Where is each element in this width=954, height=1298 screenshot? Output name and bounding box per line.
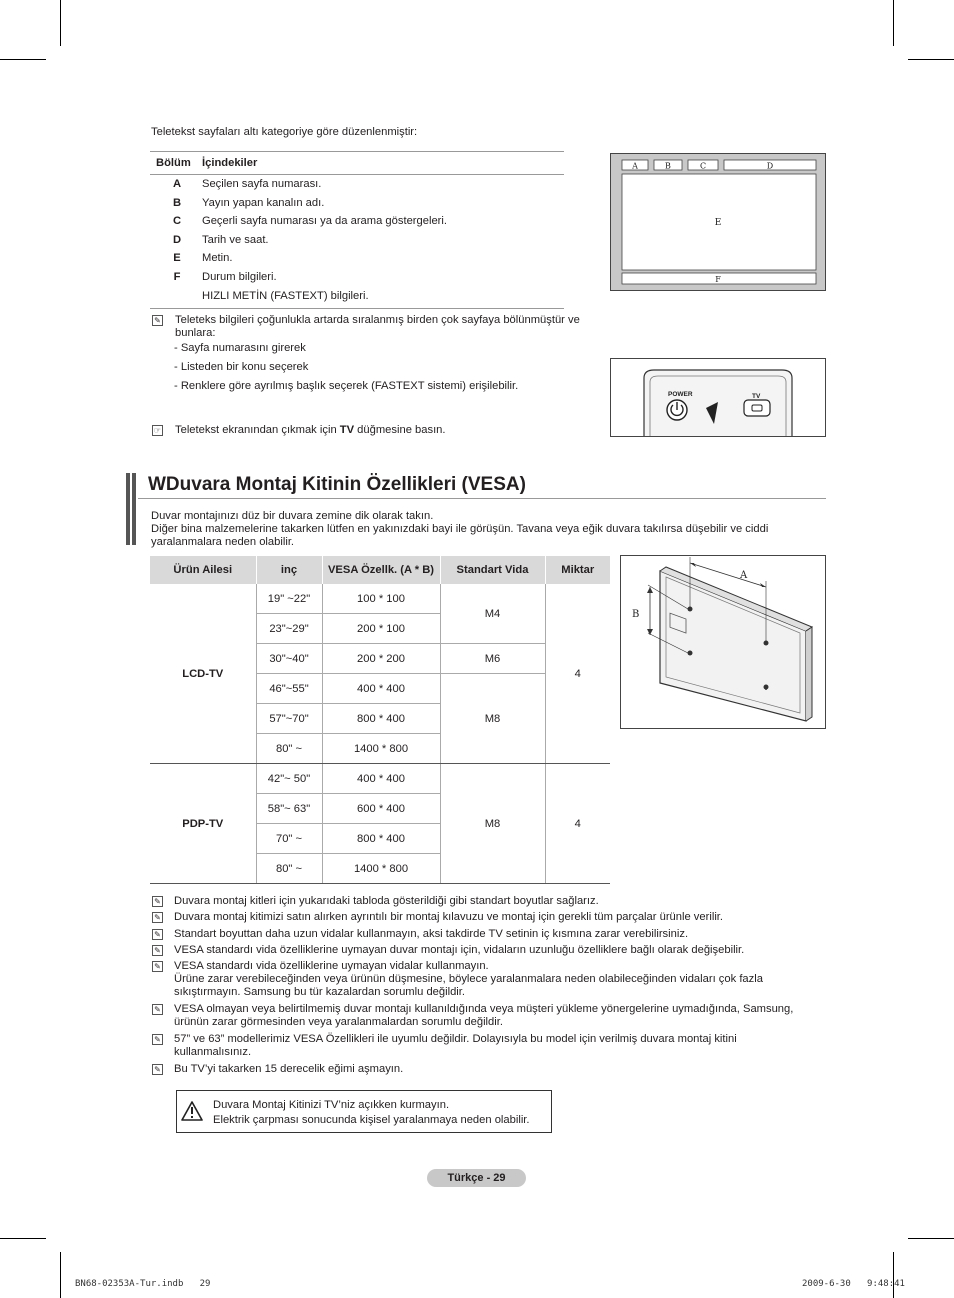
note-icon: ✎ (152, 1004, 163, 1015)
list-item: - Renklere göre ayrılmış başlık seçerek (FASTEXT sistemi) erişilebilir. (174, 380, 519, 392)
table-row: 70" ~ 800 * 400 (150, 824, 610, 854)
footer-file: BN68-02353A-Tur.indb 29 (75, 1279, 211, 1289)
header-section: Bölüm (156, 157, 191, 169)
note-icon: ✎ (152, 1034, 163, 1045)
diagram-label-b: B (665, 161, 671, 171)
header-vesa: VESA Özellk. (A * B) (322, 556, 440, 584)
page-number: Türkçe - 29 (427, 1169, 526, 1187)
warning-line-1: Duvara Montaj Kitinizi TV’niz açıkken kurmayın. (213, 1099, 450, 1111)
footer-date: 2009-6-30 9:48:41 (802, 1279, 905, 1289)
warning-line-2: Elektrik çarpması sonucunda kişisel yaralanmaya neden olabilir. (213, 1114, 530, 1126)
family-lcd: LCD-TV (150, 584, 256, 764)
section-marker-bar (132, 473, 136, 545)
note-icon: ✎ (152, 945, 163, 956)
warning-triangle-icon (181, 1101, 203, 1121)
section-intro: Duvar montajınızı düz bir duvara zemine dik olarak takın. Diğer bina malzemelerine takarken lütfen en yakınızdaki bayi ile görüşün. Tavana veya eğik duvara takılırsa düşebilir ve ciddi yaralanmalara neden olabilir. (151, 510, 769, 548)
table-row: LCD-TV 19" ~22" 100 * 100 M4 4 (150, 584, 610, 614)
table-row: 57"~70" 800 * 400 (150, 704, 610, 734)
table-row: F Durum bilgileri. (173, 270, 277, 283)
table-row: E Metin. (173, 252, 233, 265)
table-row: 80" ~ 1400 * 800 (150, 854, 610, 884)
list-item: - Sayfa numarasını girerek (174, 342, 306, 354)
table-header-row (150, 556, 610, 584)
header-family: Ürün Ailesi (150, 556, 256, 584)
header-inch: inç (256, 556, 322, 584)
section-rule (138, 498, 826, 499)
note-icon: ✎ (152, 961, 163, 972)
table-row: A Seçilen sayfa numarası. (172, 178, 322, 190)
table-row: 23"~29" 200 * 100 (150, 614, 610, 644)
warning-box (176, 1090, 552, 1133)
note-icon: ✎ (152, 912, 163, 923)
mount-hole-icon (688, 651, 693, 656)
teletext-layout-diagram (610, 153, 826, 291)
table-row: 80" ~ 1400 * 800 (150, 734, 610, 764)
wall-mount-diagram (620, 555, 826, 729)
table-row: 46"~55" 400 * 400 M8 (150, 674, 610, 704)
tv-label: TV (752, 393, 761, 400)
table-row: C Geçerli sayfa numarası ya da arama göstergeleri. (172, 215, 447, 228)
table-row: PDP-TV 42"~ 50" 400 * 400 M8 4 (150, 764, 610, 794)
table-row: HIZLI METİN (FASTEXT) bilgileri. (202, 289, 369, 302)
note-icon: ✎ (152, 896, 163, 907)
dimension-label-b: B (632, 609, 640, 620)
family-pdp: PDP-TV (150, 764, 256, 884)
category-table (150, 151, 564, 309)
note-icon: ✎ (152, 929, 163, 940)
diagram-label-e: E (714, 218, 722, 228)
note-icon: ✎ (152, 315, 163, 326)
table-row: 30"~40" 200 * 200 M6 (150, 644, 610, 674)
diagram-label-d: D (766, 161, 774, 171)
table-row: D Tarih ve saat. (172, 233, 269, 246)
section-title: WDuvara Montaj Kitinin Özellikleri (VESA) (148, 474, 526, 495)
power-label: POWER (668, 391, 693, 398)
header-quantity: Miktar (545, 556, 610, 584)
category-table-header (150, 151, 564, 175)
list-item: - Listeden bir konu seçerek (174, 361, 309, 373)
tv-button-icon (744, 400, 770, 416)
header-screw: Standart Vida (440, 556, 545, 584)
section-marker-bar (126, 473, 130, 545)
remote-control-illustration (610, 358, 826, 437)
note-icon: ✎ (152, 1064, 163, 1075)
diagram-label-a: A (632, 161, 638, 171)
diagram-label-c: C (699, 161, 707, 171)
diagram-label-f: F (715, 275, 721, 284)
remote-hand-icon: ☞ (153, 426, 162, 435)
vesa-table (150, 556, 610, 884)
table-row: 58"~ 63" 600 * 400 (150, 794, 610, 824)
teletext-intro: Teletekst sayfaları altı kategoriye göre düzenlenmiştir: (151, 126, 418, 138)
dimension-label-a: A (740, 570, 748, 581)
header-contents: İçindekiler (202, 157, 258, 169)
table-row: B Yayın yapan kanalın adı. (172, 196, 325, 209)
